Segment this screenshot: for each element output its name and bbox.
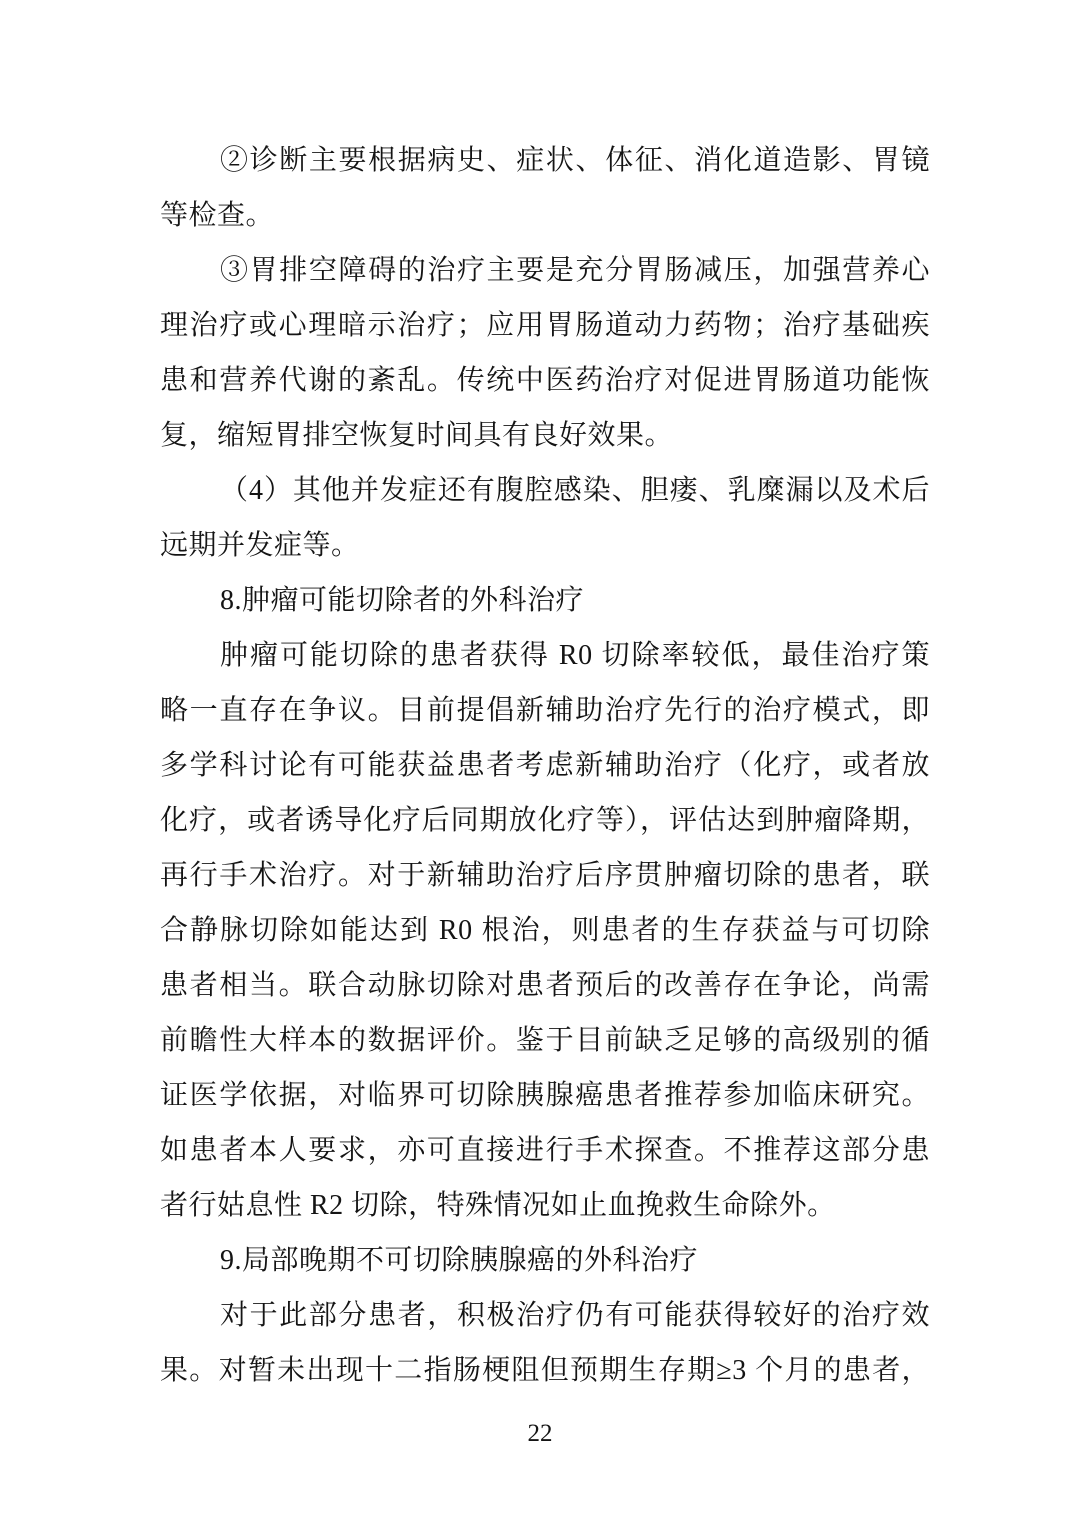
text-line: 如患者本人要求，亦可直接进行手术探查。不推荐这部分患: [160, 1135, 930, 1166]
text-line: 略一直存在争议。目前提倡新辅助治疗先行的治疗模式，即: [160, 695, 930, 726]
page-number: 22: [527, 1420, 553, 1447]
text-line: ③胃排空障碍的治疗主要是充分胃肠减压，加强营养心: [220, 255, 930, 286]
text-line: （4）其他并发症还有腹腔感染、胆瘘、乳糜漏以及术后: [220, 475, 930, 506]
text-line: 化疗，或者诱导化疗后同期放化疗等），评估达到肿瘤降期，: [160, 805, 930, 836]
section-heading: 9.局部晚期不可切除胰腺癌的外科治疗: [220, 1245, 699, 1276]
text-line: 多学科讨论有可能获益患者考虑新辅助治疗（化疗，或者放: [160, 750, 930, 781]
text-line: 等检查。: [160, 200, 275, 231]
text-line: 理治疗或心理暗示治疗；应用胃肠道动力药物；治疗基础疾: [160, 310, 930, 341]
text-line: 再行手术治疗。对于新辅助治疗后序贯肿瘤切除的患者，联: [160, 860, 930, 891]
text-line: 患和营养代谢的紊乱。传统中医药治疗对促进胃肠道功能恢: [160, 365, 930, 396]
text-line: 对于此部分患者，积极治疗仍有可能获得较好的治疗效: [220, 1300, 930, 1331]
text-line: 前瞻性大样本的数据评价。鉴于目前缺乏足够的高级别的循: [160, 1025, 930, 1056]
text-line: ②诊断主要根据病史、症状、体征、消化道造影、胃镜: [220, 145, 930, 176]
text-line: 合静脉切除如能达到 R0 根治，则患者的生存获益与可切除: [160, 915, 930, 946]
text-line: 者行姑息性 R2 切除，特殊情况如止血挽救生命除外。: [160, 1190, 836, 1221]
text-line: 复，缩短胃排空恢复时间具有良好效果。: [160, 420, 674, 451]
text-line: 果。对暂未出现十二指肠梗阻但预期生存期≥3 个月的患者，: [160, 1355, 930, 1386]
text-line: 肿瘤可能切除的患者获得 R0 切除率较低，最佳治疗策: [220, 640, 930, 671]
section-heading: 8.肿瘤可能切除者的外科治疗: [220, 585, 585, 616]
document-body: [160, 133, 930, 1398]
text-line: 远期并发症等。: [160, 530, 360, 561]
text-line: 证医学依据，对临界可切除胰腺癌患者推荐参加临床研究。: [160, 1080, 930, 1111]
text-line: 患者相当。联合动脉切除对患者预后的改善存在争论，尚需: [160, 970, 930, 1001]
